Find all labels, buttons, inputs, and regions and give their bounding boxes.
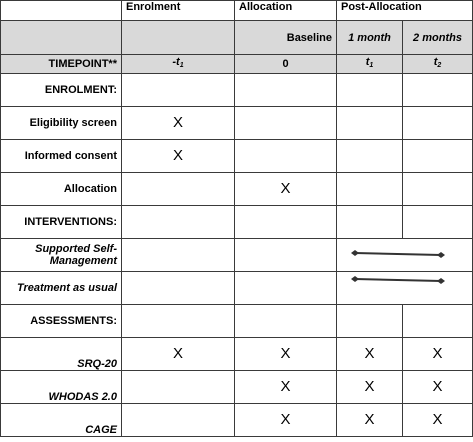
header-enrolment: Enrolment <box>122 1 235 21</box>
empty-cell <box>235 74 337 107</box>
check-mark: X <box>432 410 443 428</box>
empty-cell <box>235 107 337 140</box>
check-mark: X <box>280 179 291 197</box>
table-row <box>1 305 473 338</box>
empty-cell <box>235 140 337 173</box>
empty-cell <box>235 272 337 305</box>
row-label-ssm: Supported Self-Management <box>1 239 122 272</box>
empty-cell <box>122 173 235 206</box>
empty-cell <box>122 74 235 107</box>
table-row <box>1 404 473 437</box>
table-row <box>1 371 473 404</box>
empty-cell <box>122 371 235 404</box>
check-mark: X <box>432 344 443 362</box>
header-row <box>1 1 473 21</box>
cell-cage-allocation <box>235 404 337 437</box>
section-assessments: ASSESSMENTS: <box>1 305 122 338</box>
empty-cell <box>403 206 473 239</box>
timepoint-enrolment-sub: 1 <box>179 62 184 69</box>
subheader-blank-cell <box>1 21 122 55</box>
header-post-allocation: Post-Allocation <box>337 1 473 21</box>
cell-eligibility-enrolment <box>122 107 235 140</box>
section-enrolment: ENROLMENT: <box>1 74 122 107</box>
timepoint-t2-main: t <box>433 56 438 68</box>
table-row <box>1 239 473 272</box>
empty-cell <box>337 140 403 173</box>
empty-cell <box>122 206 235 239</box>
ssm-timeline-cell <box>337 239 473 272</box>
row-label-whodas: WHODAS 2.0 <box>1 371 122 404</box>
table-row <box>1 206 473 239</box>
table-row <box>1 74 473 107</box>
empty-cell <box>403 107 473 140</box>
check-mark: X <box>432 377 443 395</box>
cell-srq-t1 <box>337 338 403 371</box>
table-row <box>1 173 473 206</box>
empty-cell <box>235 206 337 239</box>
timeline-start-diamond <box>351 250 359 256</box>
check-mark: X <box>280 377 291 395</box>
empty-cell <box>235 239 337 272</box>
check-mark: X <box>364 344 375 362</box>
timepoint-t1-sub: 1 <box>369 62 374 69</box>
cell-srq-t2 <box>403 338 473 371</box>
header-blank-cell <box>1 1 122 21</box>
subheader-blank-cell <box>122 21 235 55</box>
timepoint-label: TIMEPOINT** <box>1 55 122 74</box>
check-mark: X <box>172 113 183 131</box>
subheader-1-month: 1 month <box>337 21 403 55</box>
empty-cell <box>337 74 403 107</box>
subheader-baseline: Baseline <box>235 21 337 55</box>
check-mark: X <box>172 146 183 164</box>
timepoint-enrolment <box>122 55 235 74</box>
subheader-2-months: 2 months <box>403 21 473 55</box>
header-allocation: Allocation <box>235 1 337 21</box>
cell-whodas-t1 <box>337 371 403 404</box>
row-label-srq: SRQ-20 <box>1 338 122 371</box>
check-mark: X <box>172 344 183 362</box>
check-mark: X <box>364 410 375 428</box>
empty-cell <box>337 173 403 206</box>
empty-cell <box>337 206 403 239</box>
timepoint-t1-main: t <box>365 56 370 68</box>
timeline-start-diamond <box>351 276 359 282</box>
empty-cell <box>122 305 235 338</box>
cell-srq-allocation <box>235 338 337 371</box>
check-mark: X <box>280 344 291 362</box>
table-row <box>1 107 473 140</box>
empty-cell <box>337 305 403 338</box>
table-row <box>1 140 473 173</box>
cell-whodas-t2 <box>403 371 473 404</box>
row-label-tau: Treatment as usual <box>1 272 122 305</box>
table-row <box>1 272 473 305</box>
timeline-bar <box>355 279 441 281</box>
row-label-allocation: Allocation <box>1 173 122 206</box>
cell-whodas-allocation <box>235 371 337 404</box>
tau-timeline-cell <box>337 272 473 305</box>
timeline-end-diamond <box>437 252 445 258</box>
empty-cell <box>403 74 473 107</box>
empty-cell <box>337 107 403 140</box>
timepoint-t2 <box>403 55 473 74</box>
row-label-eligibility: Eligibility screen <box>1 107 122 140</box>
row-label-cage: CAGE <box>1 404 122 437</box>
cell-cage-t1 <box>337 404 403 437</box>
cell-cage-t2 <box>403 404 473 437</box>
cell-allocation-allocation <box>235 173 337 206</box>
check-mark: X <box>280 410 291 428</box>
timeline-bar <box>355 253 441 255</box>
empty-cell <box>403 173 473 206</box>
empty-cell <box>403 140 473 173</box>
timeline-end-diamond <box>437 278 445 284</box>
timepoint-enrolment-main: -t <box>172 56 180 68</box>
ssm-timeline-line <box>337 240 473 270</box>
table-row <box>1 338 473 371</box>
timepoint-row <box>1 55 473 74</box>
row-label-consent: Informed consent <box>1 140 122 173</box>
empty-cell <box>235 305 337 338</box>
empty-cell <box>403 305 473 338</box>
timepoint-t2-sub: 2 <box>437 62 442 69</box>
section-interventions: INTERVENTIONS: <box>1 206 122 239</box>
check-mark: X <box>364 377 375 395</box>
timepoint-t1 <box>337 55 403 74</box>
empty-cell <box>122 239 235 272</box>
cell-consent-enrolment <box>122 140 235 173</box>
tau-timeline-line <box>337 273 473 303</box>
empty-cell <box>122 404 235 437</box>
subheader-row <box>1 21 473 55</box>
empty-cell <box>122 272 235 305</box>
timepoint-allocation: 0 <box>235 55 337 74</box>
cell-srq-enrolment <box>122 338 235 371</box>
